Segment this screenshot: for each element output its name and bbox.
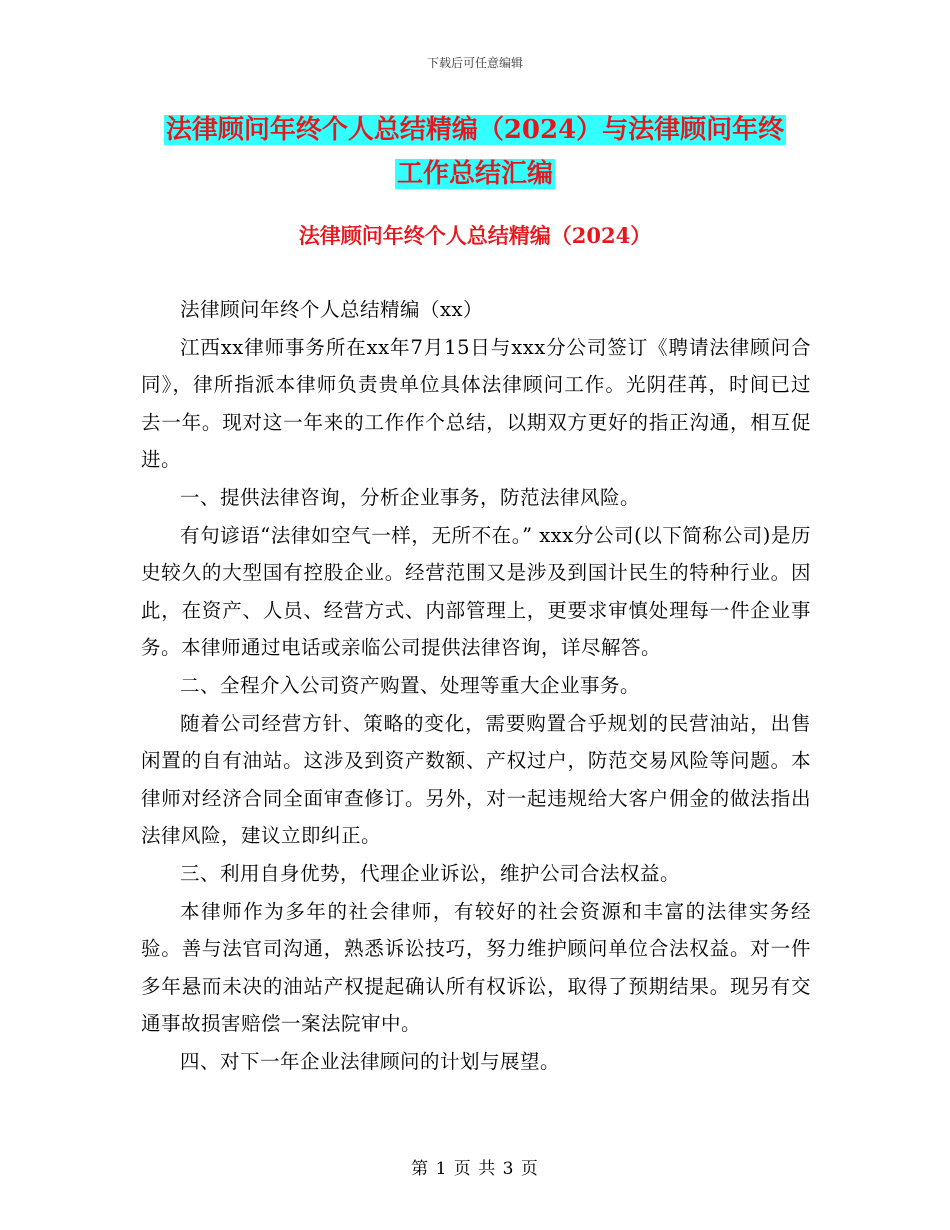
- document-body: [141, 291, 811, 1080]
- paragraph: 江西xx律师事务所在xx年7月15日与xxx分公司签订《聘请法律顾问合同》，律所指派本律师负责贵单位具体法律顾问工作。光阴荏苒，时间已过去一年。现对这一年来的工作作个总结，以期双方更好的指正沟通，相互促进。: [141, 335, 811, 472]
- paragraph-heading: 四、对下一年企业法律顾问的计划与展望。: [180, 1049, 561, 1073]
- paragraph: 有句谚语“法律如空气一样，无所不在。” xxx分公司(以下简称公司)是历史较久的大型国有控股企业。经营范围又是涉及到国计民生的特种行业。因此，在资产、人员、经营方式、内部管理上，更要求审慎处理每一件企业事务。本律师通过电话或亲临公司提供法律咨询，详尽解答。: [141, 523, 811, 660]
- document-title-line-1: 法律顾问年终个人总结精编（2024）与法律顾问年终: [165, 115, 785, 145]
- header-note: 下载后可任意编辑: [426, 56, 523, 70]
- paragraph: 法律顾问年终个人总结精编（xx）: [180, 298, 483, 321]
- paragraph-heading: 一、提供法律咨询，分析企业事务，防范法律风险。: [180, 485, 641, 509]
- paragraph-heading: 三、利用自身优势，代理企业诉讼，维护公司合法权益。: [180, 861, 681, 885]
- paragraph: 随着公司经营方针、策略的变化，需要购置合乎规划的民营油站，出售闲置的自有油站。这涉及到资产数额、产权过户，防范交易风险等问题。本律师对经济合同全面审查修订。另外，对一起违规给大客户佣金的做法指出法律风险，建议立即纠正。: [141, 711, 811, 848]
- section-title: 法律顾问年终个人总结精编（2024）: [298, 223, 652, 248]
- paragraph: 本律师作为多年的社会律师，有较好的社会资源和丰富的法律实务经验。善与法官司沟通，熟悉诉讼技巧，努力维护顾问单位合法权益。对一件多年悬而未决的油站产权提起确认所有权诉讼，取得了预期结果。现另有交通事故损害赔偿一案法院审中。: [141, 899, 811, 1036]
- document-title-line-2: 工作总结汇编: [396, 159, 553, 189]
- page-number: 第 1 页 共 3 页: [411, 1159, 539, 1179]
- document-title: [0, 108, 950, 196]
- paragraph-heading: 二、全程介入公司资产购置、处理等重大企业事务。: [180, 673, 641, 697]
